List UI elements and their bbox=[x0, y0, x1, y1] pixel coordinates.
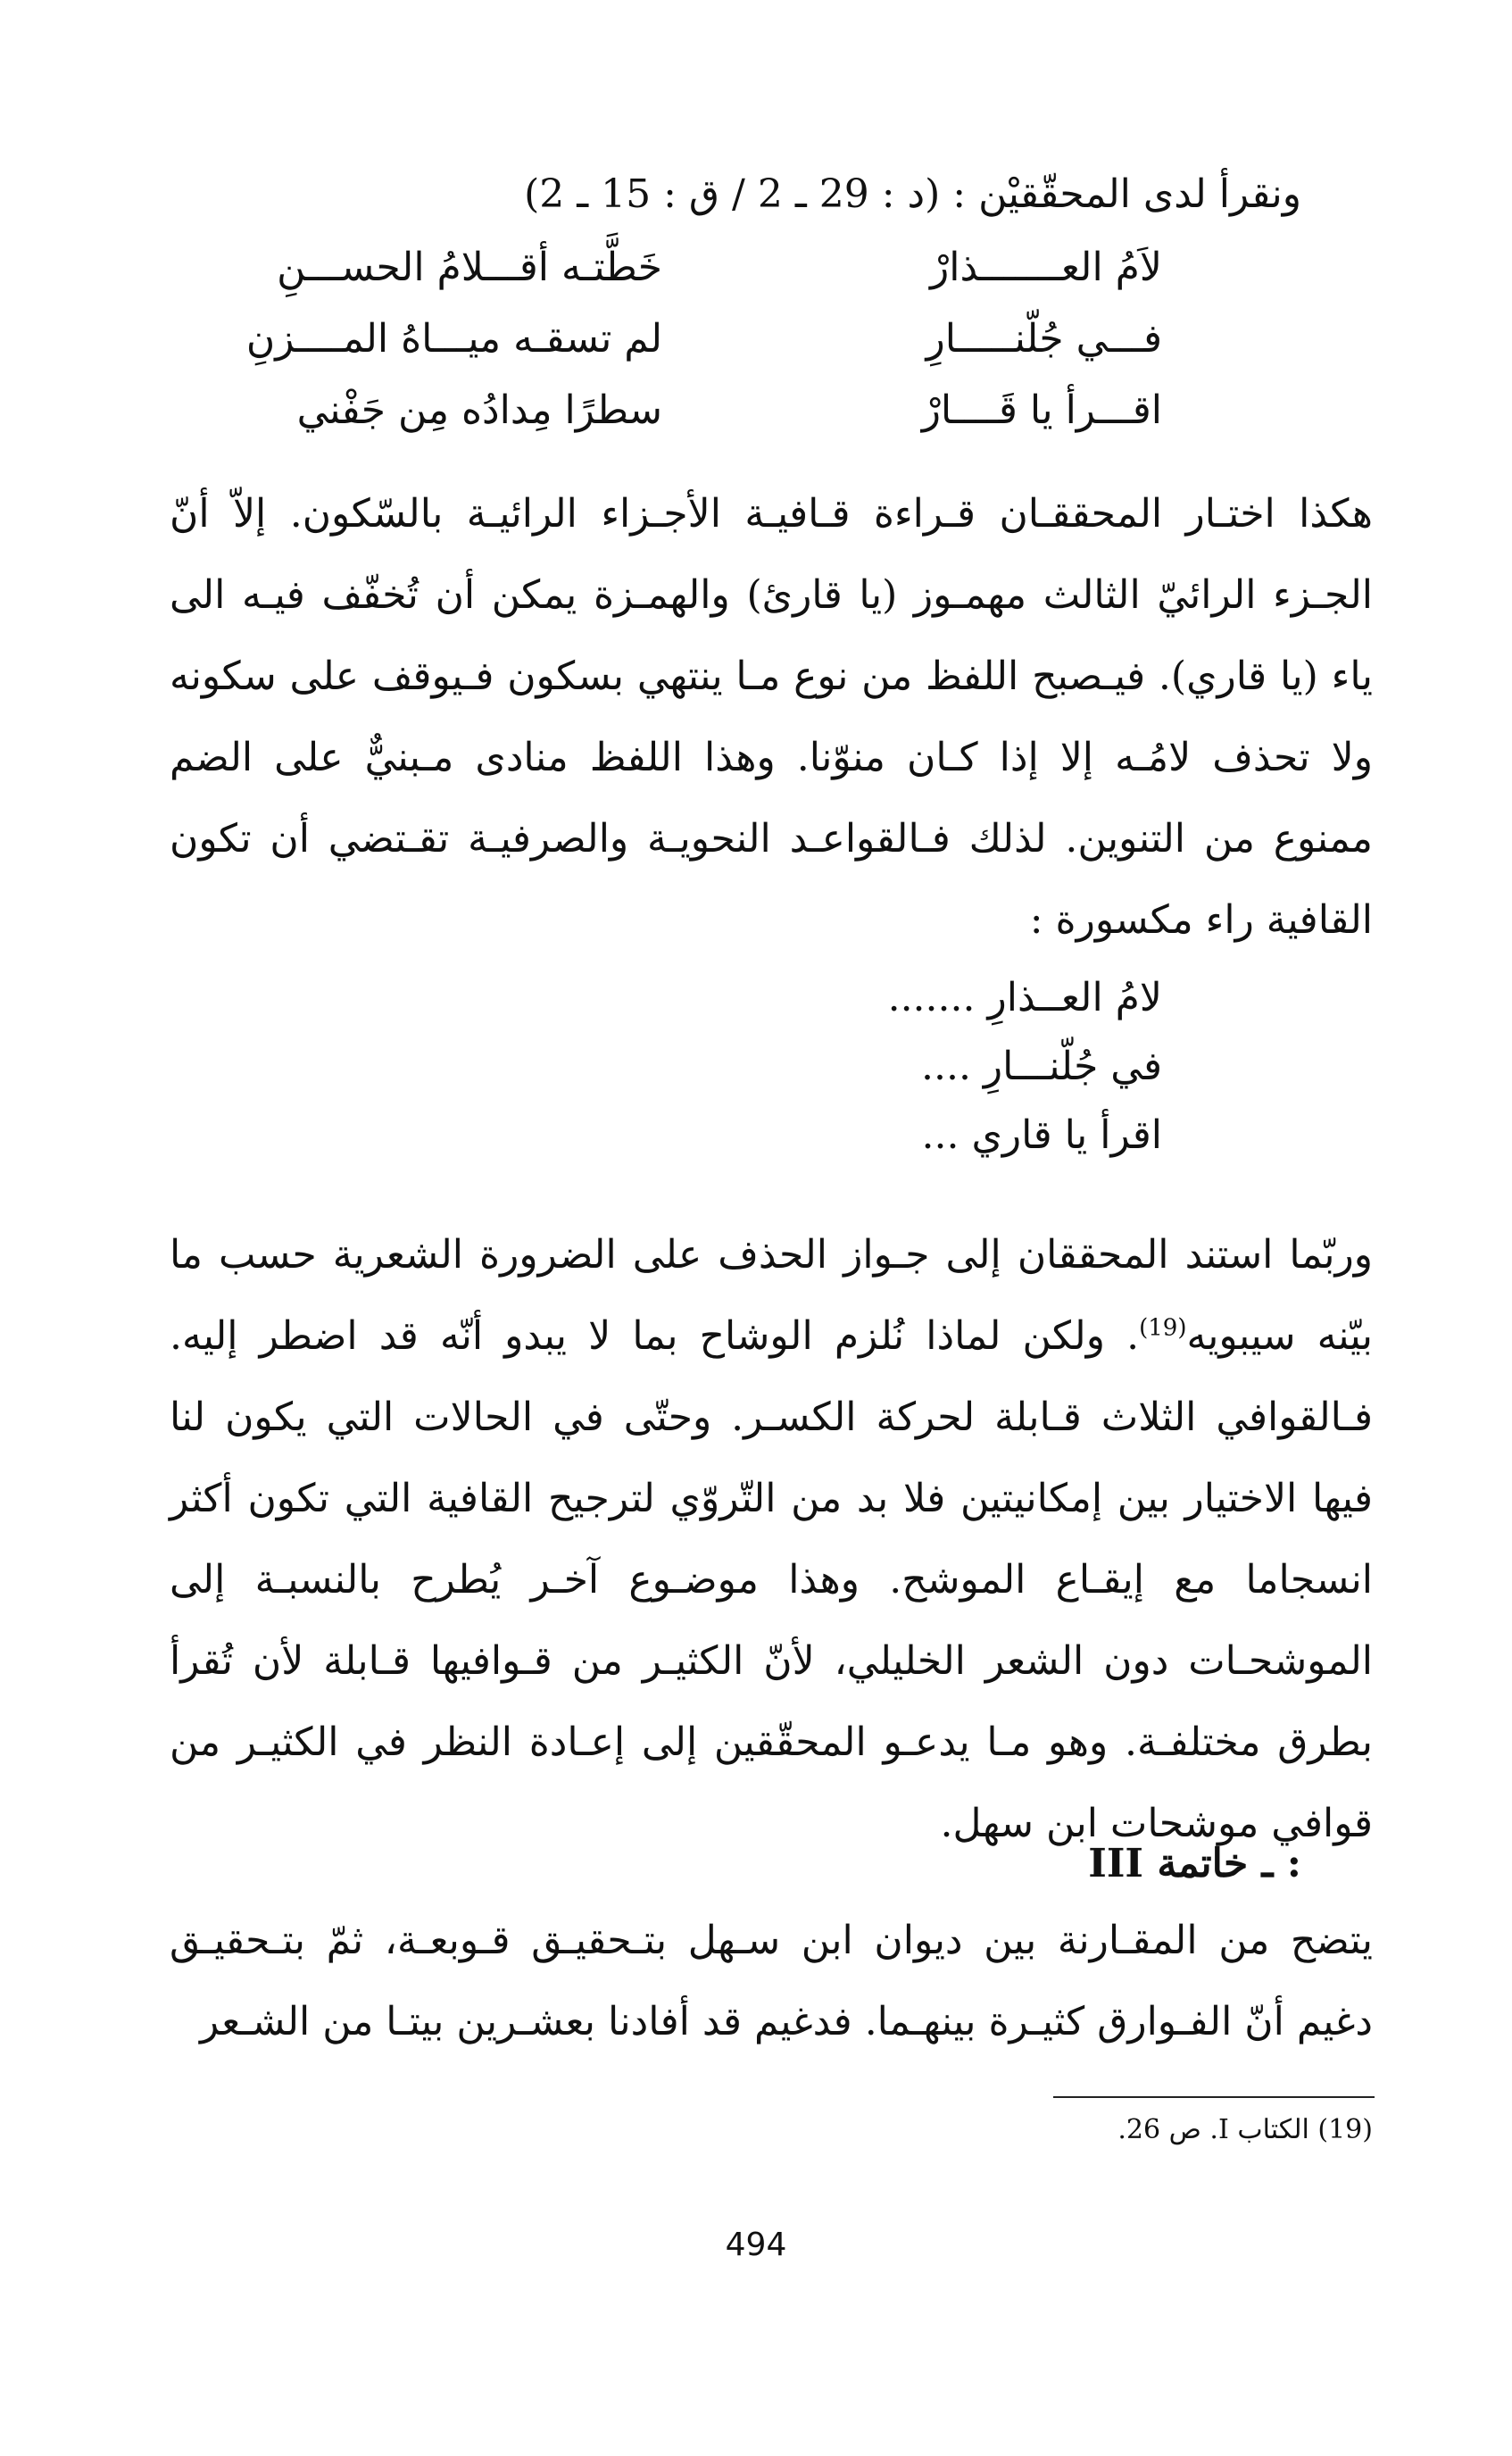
excerpt-line: اقرأ يا قاري ... bbox=[921, 1112, 1162, 1158]
paragraph-2-start: وربّما استند المحققان إلى جـواز الحذف على الضرورة الشعرية حسب ما بيّنه سيبويه bbox=[170, 1232, 1374, 1359]
verse-first-hemistich: اقـــرأ يا قَــــارْ bbox=[921, 387, 1162, 433]
excerpt-line: لامُ العــذارِ ....... bbox=[887, 975, 1162, 1020]
verse-row bbox=[180, 312, 1162, 366]
verse-second-hemistich: سطرًا مِدادُه مِن جَفْني bbox=[296, 387, 662, 433]
verse-second-hemistich: لم تسقـه ميـــاهُ المــــزنِ bbox=[245, 316, 662, 362]
verse-second-hemistich: خَطَّتـه أقـــلامُ الحســـنِ bbox=[277, 245, 662, 290]
intro-line: ونقرأ لدى المحقّقيْن : (د : 29 ـ 2 / ق : 15 ـ 2) bbox=[524, 171, 1301, 217]
footnote: (19) الكتاب I. ص 26. bbox=[1117, 2114, 1373, 2145]
footnote-reference[interactable]: (19) bbox=[1139, 1314, 1187, 1342]
footnote-divider bbox=[1053, 2096, 1375, 2098]
excerpt-line: في جُلّنـــارِ .... bbox=[921, 1044, 1162, 1089]
verse-row bbox=[180, 241, 1162, 295]
verse-first-hemistich: فـــي جُلّنـــــارِ bbox=[926, 316, 1162, 362]
paragraph-3: يتضح من المقـارنة بين ديوان ابن سـهل بتـحقيـق قـوبعـة، ثمّ بتـحقيـق دغيم أنّ الفـوارق كثيـرة بينهـما. فدغيم قد أفادنا بعشـرين بيتـا من الشـعر bbox=[170, 1918, 1373, 2044]
paragraph-1: هكذا اختـار المحققـان قـراءة قـافيـة الأجـزاء الرائيـة بالسّكون. إلاّ أنّ الجـزء الرائيّ الثالث مهمـوز (يا قارئ) والهمـزة يمكن أن تُخفّف فيـه الى ياء (يا قاري). فيـصبح اللفظ من نوع مـا ينتهي بسكون فـيوقف على سكونه ولا تحذف لامُـه إلا إذا كـان منوّنا. وهذا اللفظ منادى مـبنيٌّ على الضم ممنوع من التنوين. لذلك فـالقواعـد النحويـة والصرفيـة تقـتضي أن تكون القافية راء مكسورة : bbox=[170, 491, 1373, 943]
section-heading: III ـ خاتمة : bbox=[1088, 1841, 1301, 1886]
paragraph-2-rest: . ولكن لماذا نُلزم الوشاح بما لا يبدو أنّه قد اضطر إليه. فـالقوافي الثلاث قـابلة لحركة الكسـر. وحتّى في الحالات التي يكون لنا فيها الاختيار بين إمكانيتين فلا بد من التّروّي لترجيح القافية التي تكون أكثر انسجاما مع إيقـاع الموشح. وهذا موضـوع آخـر يُطرح بالنسبـة إلى الموشحـات دون الشعر الخليلي، لأنّ الكثيـر من قـوافيها قـابلة لأن تُقرأ بطرق مختلفـة. وهو مـا يدعـو المحقّقين إلى إعـادة النظر في الكثيـر من قوافي موشحات ابن سهل. bbox=[170, 1313, 1373, 1846]
page-number: 494 bbox=[725, 2227, 787, 2263]
verse-first-hemistich: لاَمُ العـــــــذارْ bbox=[930, 245, 1162, 290]
paragraph-2 bbox=[170, 1214, 1373, 1864]
verse-row bbox=[180, 384, 1162, 437]
